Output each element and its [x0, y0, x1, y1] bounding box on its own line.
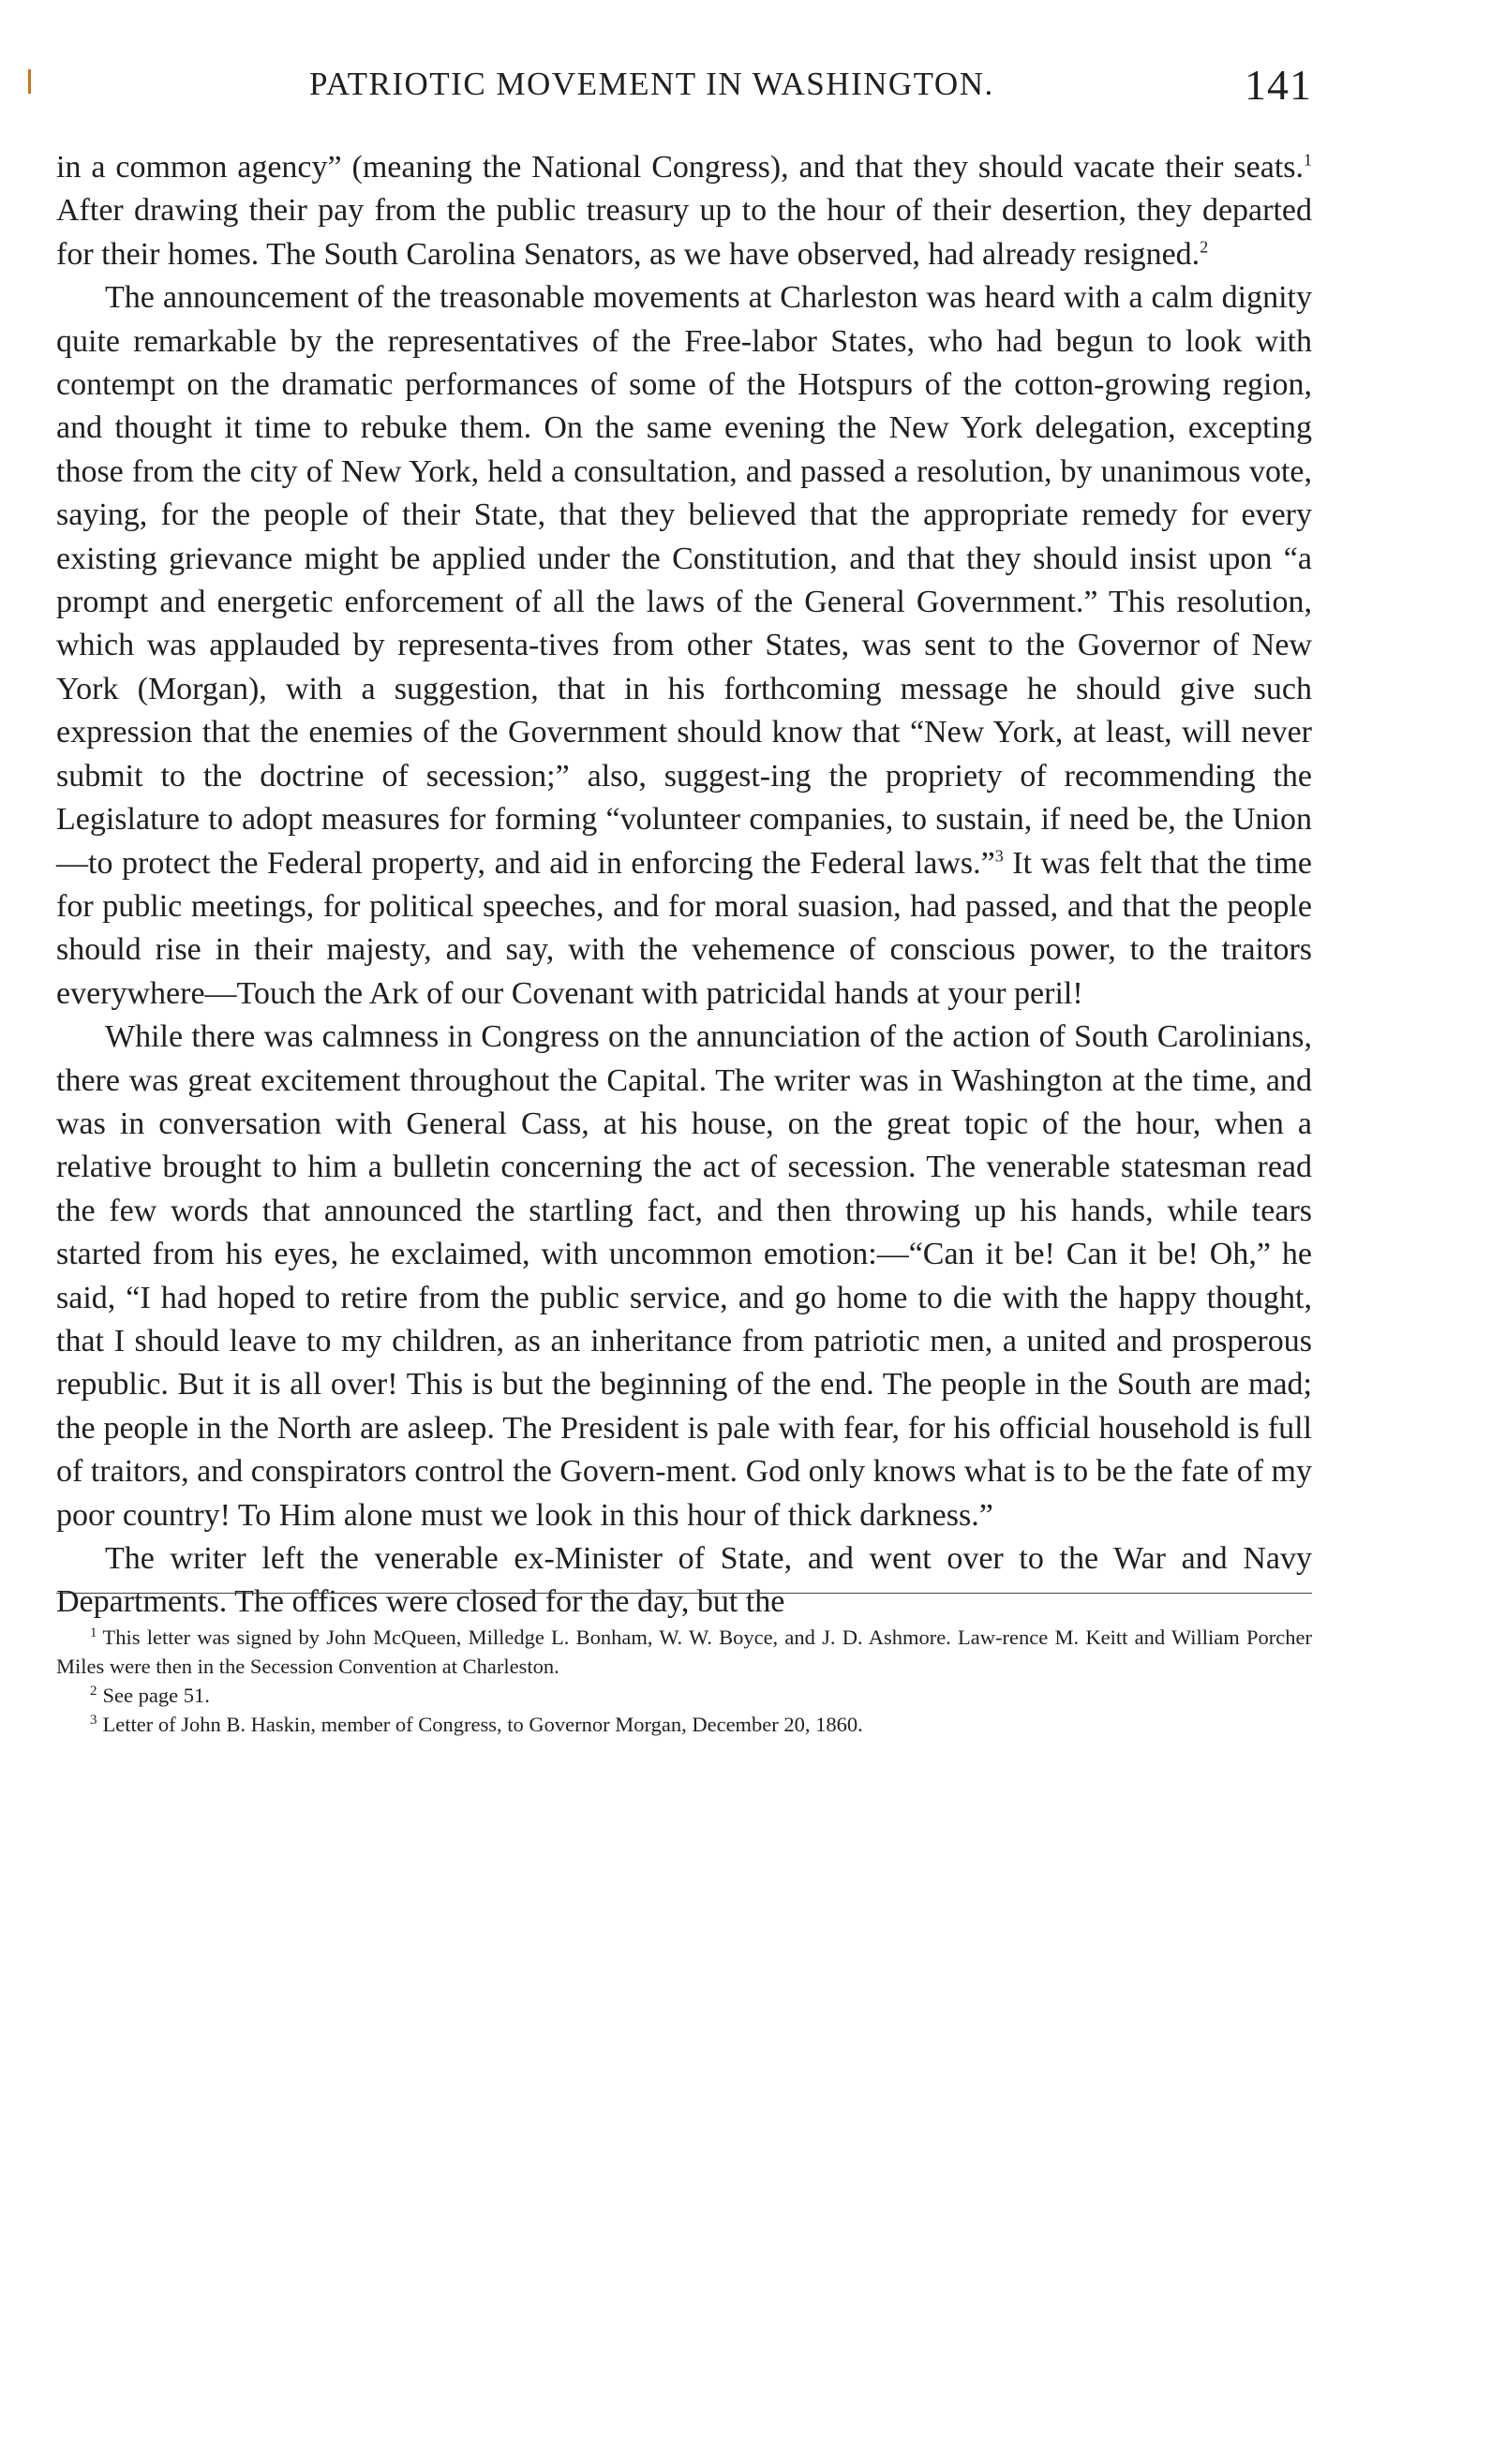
page-number: 141 — [1245, 61, 1312, 109]
paragraph — [56, 146, 1312, 276]
footnote — [56, 1710, 1312, 1739]
footnote — [56, 1681, 1312, 1710]
footnote-divider — [56, 1593, 1312, 1594]
running-head — [56, 56, 1312, 122]
body-text — [56, 146, 1312, 1625]
footnote — [56, 1623, 1312, 1681]
paragraph-text: The announcement of the treasonable movements at Charleston was heard with a calm dignity quite remarkable by the representatives of the Free-labor States, who had begun to look with contempt on the dramatic performances of some of the Hotspurs of the cotton-growing region, and thought it time to rebuke them. On the same evening the New York delegation, excepting those from the city of New York, held a consultation, and passed a resolution, by unanimous vote, saying, for the people of their State, that they believed that the appropriate remedy for every existing grievance might be applied under the Constitution, and that they should insist upon “a prompt and energetic enforcement of all the laws of the General Government.” This resolution, which was applauded by representa-tives from other States, was sent to the Governor of New York (Morgan), with a suggestion, that in his forthcoming message he should give such expression that the enemies of the Government should know that “New York, at least, will never submit to the doctrine of secession;” also, suggest-ing the propriety of recommending the Legislature to adopt measures for forming “volunteer companies, to sustain, if need be, the Union—to protect the Federal property, and aid in enforcing the Federal laws.” — [56, 280, 1312, 881]
footnotes — [56, 1623, 1312, 1739]
footnote-number: 1 — [90, 1625, 97, 1640]
footnote-ref: 3 — [994, 846, 1004, 866]
paragraph-text: The writer left the venerable ex-Minister of State, and went over to the War and Navy Departments. The offices were closed for the day, but the — [56, 1541, 1312, 1620]
paragraph — [56, 1016, 1312, 1537]
footnote-number: 3 — [90, 1712, 97, 1728]
paragraph-text: After drawing their pay from the public treasury up to the hour of their desertion, they departed for their homes. The South Carolina Senators, as we have observed, had already resigned. — [56, 193, 1312, 272]
running-head-title: PATRIOTIC MOVEMENT IN WASHINGTON. — [309, 66, 994, 102]
footnote-number: 2 — [90, 1683, 97, 1699]
footnote-text: This letter was signed by John McQueen, Milledge L. Bonham, W. W. Boyce, and J. D. Ashmore. Law-rence M. Keitt and William Porcher Miles were then in the Secession Convention at Charleston. — [56, 1625, 1312, 1678]
paragraph-text: in a common agency” (meaning the National Congress), and that they should vacate their seats. — [56, 150, 1304, 185]
paragraph — [56, 276, 1312, 1016]
footnote-text: See page 51. — [102, 1684, 210, 1707]
paragraph — [56, 1537, 1312, 1625]
footnote-ref: 1 — [1304, 150, 1312, 170]
paragraph-text: While there was calmness in Congress on the annunciation of the action of South Carolinians, there was great excitement throughout the Capital. The writer was in Washington at the time, and was in conversation with General Cass, at his house, on the great topic of the hour, when a relative brought to him a bulletin concerning the act of secession. The venerable statesman read the few words that announced the startling fact, and then throwing up his hands, while tears started from his eyes, he exclaimed, with uncommon emotion:—“Can it be! Can it be! Oh,” he said, “I had hoped to retire from the public service, and go home to die with the happy thought, that I should leave to my children, as an inheritance from patriotic men, a united and prosperous republic. But it is all over! This is but the beginning of the end. The people in the South are mad; the people in the North are asleep. The President is pale with fear, for his official household is full of traitors, and conspirators control the Govern-ment. God only knows what is to be the fate of my poor country! To Him alone must we look in this hour of thick darkness.” — [56, 1019, 1312, 1533]
paragraph-text: It was felt that the time for public meetings, for political speeches, and for moral suasion, had passed, and that the people should rise in their majesty, and say, with the vehemence of conscious power, to the traitors everywhere—Touch the Ark of our Covenant with patricidal hands at your peril! — [56, 845, 1312, 1011]
footnote-ref: 2 — [1200, 237, 1209, 257]
book-page — [56, 56, 1312, 1736]
footnote-text: Letter of John B. Haskin, member of Congress, to Governor Morgan, December 20, 1860. — [102, 1713, 863, 1736]
margin-mark — [28, 69, 31, 94]
